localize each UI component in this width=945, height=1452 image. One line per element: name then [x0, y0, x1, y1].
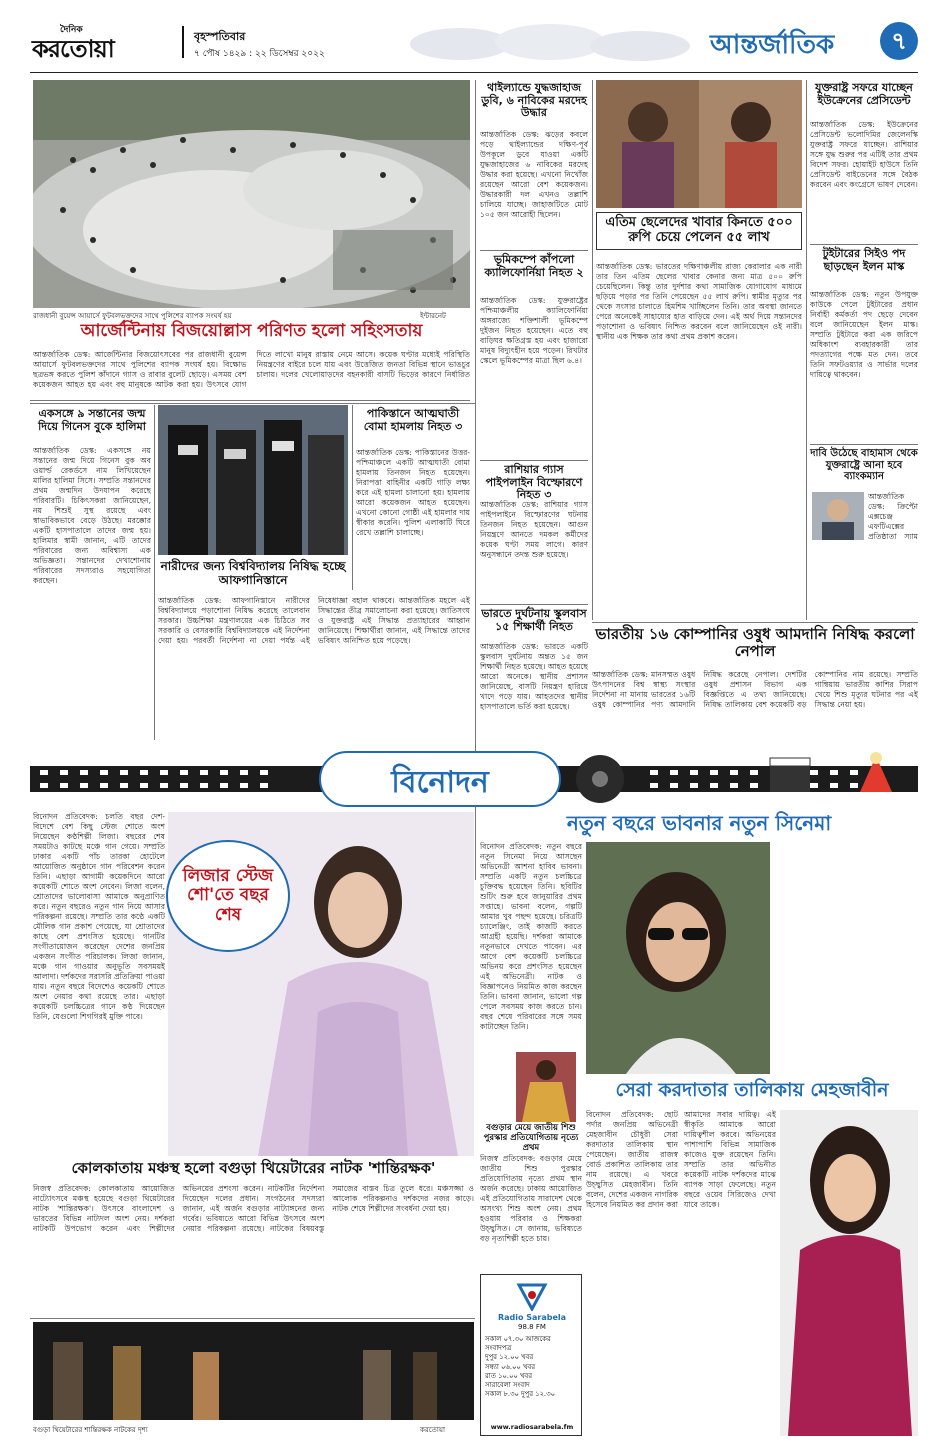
musk-headline: টুইটারের সিইও পদ ছাড়ছেন ইলন মাস্ক [822, 247, 906, 273]
afghan-photo [158, 405, 348, 555]
musk-body: আন্তর্জাতিক ডেস্ক: নতুন উপযুক্ত কাউকে পেলে টুইটারের প্রধান নির্বাহী কর্মকর্তা পদ ছেড়ে দেবেন বলে জানিয়েছেন ইলন মাস্ক। সম্প্রতি টুইটারে করা এক জরিপে অধিকাংশ ব্যবহারকারী তার পদত্যাগের পক্ষে মত দেন। তবে তিনি সফটওয়্যার ও সার্ভার দলের দায়িত্বে থাকবেন। [810, 290, 918, 380]
radio-ad [480, 1274, 582, 1436]
lead-photo-credit: ইন্টারনেট [420, 312, 446, 320]
musk-rule [810, 444, 918, 445]
kolkata-top-rule [30, 1318, 475, 1319]
afghan-body: আন্তর্জাতিক ডেস্ক: আফগানিস্তানে নারীদের বিশ্ববিদ্যালয়ে পড়াশোনা নিষিদ্ধ করেছে তালেবান সরকার। উচ্চশিক্ষা মন্ত্রণালয়ের এক চিঠিতে সব সরকারি ও বেসরকারি বিশ্ববিদ্যালয়কে এই নির্দেশনা দেয়া হয়। পরবর্তী নির্দেশনা না দেয়া পর্যন্ত এই নিষেধাজ্ঞা বহাল থাকবে। আন্তর্জাতিক মহলে এই সিদ্ধান্তের তীব্র সমালোচনা করা হয়েছে। জাতিসংঘ ও যুক্তরাষ্ট্র এই সিদ্ধান্ত প্রত্যাহারের আহ্বান জানিয়েছে। শিক্ষার্থীরা জানান, এই সিদ্ধান্তে তাদের ভবিষ্যৎ অনিশ্চিত হয়ে পড়েছে। [158, 596, 470, 646]
lead-photo [33, 80, 470, 308]
date-line: ৭ পৌষ ১৪২৯ : ২২ ডিসেম্বর ২০২২ [194, 49, 325, 59]
bankman-headline: দাবি উঠেছে বাহামাস থেকে যুক্তরাষ্ট্রে আনা হবে ব্যাংকম্যান [810, 448, 918, 482]
india-headline: ভারতে দুর্ঘটনায় স্কুলবাস ১৫ শিক্ষার্থী নিহত [481, 607, 587, 633]
kolkata-headline: কোলকাতায় মঞ্চস্থ হলো বগুড়া থিয়েটারের নাটক 'শান্তিরক্ষক' [33, 1160, 474, 1177]
zelensky-body: আন্তর্জাতিক ডেস্ক: ইউক্রেনের প্রেসিডেন্ট ভলোদিমির জেলেনস্কি যুক্তরাষ্ট্র সফরে যাচ্ছেন। রাশিয়ার সঙ্গে যুদ্ধ শুরুর পর এটিই তার প্রথম বিদেশ সফর। হোয়াইট হাউসে তিনি প্রেসিডেন্ট বাইডেনের সঙ্গে বৈঠক করবেন এবং কংগ্রেসে ভাষণ দেবেন। [810, 120, 918, 190]
radio-schedule: সকাল ০৭.৩০ আজকের সংবাদপত্র দুপুর ১২.০০ খবর সন্ধ্যা ০৬.০০ খবর রাত ১০.০০ খবর সারাবেলা সংবাদ সকাল ৮.৩০ দুপুর ১২.৩০ [485, 1335, 555, 1399]
bankman-body-cont [810, 544, 918, 620]
cinema-photo [586, 842, 770, 1074]
logo-small: দৈনিক [60, 25, 83, 35]
masthead-rule [30, 72, 918, 73]
kolkata-photo [33, 1322, 474, 1420]
pak-rule [352, 405, 353, 590]
son-rule [154, 405, 155, 740]
pak-body: আন্তর্জাতিক ডেস্ক: পাকিস্তানের উত্তর-পশ্চিমাঞ্চলে একটি আত্মঘাতী বোমা হামলায় তিনজন নিহত হয়েছেন। নিরাপত্তা বাহিনীর একটি গাড়ি লক্ষ্য করে এই হামলা চালানো হয়। হামলায় আরো কয়েকজন আহত হয়েছেন। এখনো কোনো গোষ্ঠী এই হামলার দায় স্বীকার করেনি। পুলিশ এলাকাটি ঘিরে রেখে তল্লাশি চালাচ্ছে। [356, 448, 470, 538]
pipeline-rule [480, 604, 588, 605]
binodon-title: বিনোদন [391, 765, 489, 800]
page-number-badge [880, 22, 918, 60]
radio-logo-icon [513, 1281, 551, 1311]
liza-tag-oval [166, 840, 290, 952]
ship-rule [480, 250, 588, 251]
kolkata-caption: বগুড়া থিয়েটারের শান্তিরক্ষক নাটকের দৃশ্য [33, 1426, 148, 1434]
orphan-photo [596, 80, 802, 208]
pipeline-headline: রাশিয়ার গ্যাস পাইপলাইন বিস্ফোরণে নিহত ৩ [485, 463, 583, 502]
son-headline: একসঙ্গে ৯ সন্তানের জন্ম দিয়ে গিনেস বুকে হালিমা [38, 407, 146, 433]
quake-body: আন্তর্জাতিক ডেস্ক: যুক্তরাষ্ট্রের পশ্চিমাঞ্চলীয় ক্যালিফোর্নিয়া অঙ্গরাজ্যে শক্তিশালী ভূমিকম্পে দুইজন নিহত হয়েছেন। এতে বহু বাড়িঘর ক্ষতিগ্রস্ত হয় এবং হাজারো মানুষ বিদ্যুৎহীন হয়ে পড়েন। রিখটার স্কেলে ভূমিকম্পের মাত্রা ছিল ৬.৪। [480, 296, 588, 366]
ship-body: আন্তর্জাতিক ডেস্ক: ঝড়ের কবলে পড়ে থাইল্যান্ডের দক্ষিণ-পূর্ব উপকূলে ডুবে যাওয়া একটি যুদ্ধজাহাজের ৬ নাবিকের মরদেহ উদ্ধার করা হয়েছে। এখনো নিখোঁজ রয়েছেন আরো বেশ কয়েকজন। উদ্ধারকারী দল এখনও তল্লাশি চালিয়ে যাচ্ছে। জাহাজটিতে মোট ১০৫ জন আরোহী ছিলেন। [480, 130, 588, 220]
quake-headline: ভূমিকম্পে কাঁপলো ক্যালিফোর্নিয়া নিহত ২ [484, 253, 584, 279]
nepal-rule [592, 622, 918, 623]
liza-body: বিনোদন প্রতিবেদক: চলতি বছর দেশ-বিদেশে বেশ কিছু স্টেজ শোতে অংশ নিয়েছেন কণ্ঠশিল্পী লিজা। বছরের শেষ সময়টাও কাটছে মঞ্চে গান গেয়ে। সম্প্রতি ঢাকার একটি পাঁচ তারকা হোটেলে আয়োজিত অনুষ্ঠানে গান পরিবেশন করেন তিনি। এছাড়া আগামী কয়েকদিনে আরো কয়েকটি শোতে অংশ নেবেন। লিজা বলেন, শ্রোতাদের ভালোবাসা আমাকে অনুপ্রাণিত করে। নতুন বছরেও নতুন গান নিয়ে আসার পরিকল্পনা রয়েছে। সম্প্রতি তার কণ্ঠে একটি মৌলিক গান প্রকাশ পেয়েছে, যা শ্রোতাদের কাছে বেশ প্রশংসিত হয়েছে। গানটির সংগীতায়োজন করেছেন দেশের জনপ্রিয় একজন সংগীত পরিচালক। লিজা জানান, মঞ্চে গান গাওয়ার অনুভূতি সবসময়ই আলাদা। দর্শকদের সরাসরি প্রতিক্রিয়া পাওয়া যায়। নতুন বছরে বিদেশেও কয়েকটি শোতে অংশ নেয়ার কথা রয়েছে তার। এছাড়া কয়েকটি চলচ্চিত্রের গানে কণ্ঠ দিয়েছেন তিনি, যেগুলো শিগগিরই মুক্তি পাবে। [33, 812, 165, 1022]
binodon-banner [30, 750, 918, 808]
nepal-headline: ভারতীয় ১৬ কোম্পানির ওষুধ আমদানি নিষিদ্ধ করলো নেপাল [595, 625, 915, 661]
cinema-headline: নতুন বছরে ভাবনার নতুন সিনেমা [566, 811, 832, 835]
lead-photo-caption: রাজধানী বুয়েন্স আয়ার্সে ফুটবলভক্তদের সাথে পুলিশের ব্যাপক সংঘর্ষ হয় [33, 312, 232, 320]
ship-headline: থাইল্যান্ডে যুদ্ধজাহাজ ডুবি, ৬ নাবিকের মরদেহ উদ্ধার [481, 81, 587, 120]
pipeline-body: আন্তর্জাতিক ডেস্ক: রাশিয়ার গ্যাস পাইপলাইনে বিস্ফোরণের ঘটনায় তিনজন নিহত হয়েছেন। আগুন নিয়ন্ত্রণে আনতে দমকল কর্মীদের কয়েক ঘণ্টা সময় লাগে। কারণ অনুসন্ধানে তদন্ত শুরু হয়েছে। [480, 500, 588, 560]
lead-body: আন্তর্জাতিক ডেস্ক: আর্জেন্টিনার বিজয়োৎসবের পর রাজধানী বুয়েন্স আয়ার্সে ফুটবলভক্তদের সাথে পুলিশের ব্যাপক সংঘর্ষ হয়। বিক্ষোভ ছত্রভঙ্গ করতে পুলিশ কাঁদানে গ্যাস ও রাবার বুলেট ছোড়ে। এসময় বেশ কয়েকজন আহত হয় এবং বহু মানুষকে আটক করা হয়। উৎসবে যোগ দিতে লাখো মানুষ রাস্তায় নেমে আসে। কয়েক ঘণ্টার মধ্যেই পরিস্থিতি নিয়ন্ত্রণের বাইরে চলে যায় এবং উত্তেজিত জনতা বিভিন্ন স্থানে ভাঙচুর চালায়। দলের খেলোয়াড়দের বহনকারী বাসটি ভিড়ের কারণে নির্ধারিত [33, 350, 470, 390]
afghan-headline: নারীদের জন্য বিশ্ববিদ্যালয় নিষিদ্ধ হচ্ছে আফগানিস্তানে [160, 559, 346, 587]
radio-freq: 98.8 FM [518, 1323, 546, 1331]
page-number: ৭ [891, 27, 907, 55]
lead-headline: আর্জেন্টিনায় বিজয়োল্লাস পরিণত হলো সহিংসতায় [80, 321, 423, 341]
mehazabien-photo [780, 1110, 918, 1436]
world-map-watermark [400, 22, 700, 66]
bankman-photo [812, 492, 864, 540]
logo [30, 22, 180, 64]
nepal-body: আন্তর্জাতিক ডেস্ক: মানসম্মত ওষুধ উৎপাদনের বিশ্ব স্বাস্থ্য সংস্থার নির্দেশনা না মানায় ভারতের ১৬টি ওষুধ কোম্পানির পণ্য আমদানি নিষিদ্ধ করেছে নেপাল। দেশটির ওষুধ প্রশাসন বিভাগ এক বিজ্ঞপ্তিতে এ তথ্য জানিয়েছে। নিষিদ্ধ তালিকায় বেশ কয়েকটি বড় কোম্পানির নাম রয়েছে। সম্প্রতি গাম্বিয়ায় ভারতীয় কাশির সিরাপ খেয়ে শিশু মৃত্যুর ঘটনার পর এই সিদ্ধান্ত নেয়া হয়। [592, 670, 918, 710]
kolkata-body: নিজস্ব প্রতিবেদক: কোলকাতায় আয়োজিত নাট্যোৎসবে মঞ্চস্থ হয়েছে বগুড়া থিয়েটারের নাটক 'শান্তিরক্ষক'। উৎসবে বাংলাদেশ ও ভারতের বিভিন্ন নাট্যদল অংশ নেয়। দর্শকরা নাটকটি উপভোগ করেন এবং শিল্পীদের অভিনয়ের প্রশংসা করেন। নাটকটির নির্দেশনা দিয়েছেন দলের প্রধান। সংগঠনের সদস্যরা জানান, এই অর্জন বগুড়ার নাট্যাঙ্গনের জন্য গর্বের। ভবিষ্যতে আরো বিভিন্ন উৎসবে অংশ নেয়ার পরিকল্পনা রয়েছে। নাটকের বিষয়বস্তু সমাজের বাস্তব চিত্র তুলে ধরে। মঞ্চসজ্জা ও আলোক পরিকল্পনাও দর্শকদের নজর কাড়ে। নাটক শেষে শিল্পীদের সংবর্ধনা দেয়া হয়। [33, 1184, 474, 1234]
weekday: বৃহস্পতিবার [194, 30, 246, 43]
india-body: আন্তর্জাতিক ডেস্ক: ভারতে একটি স্কুলবাস দুর্ঘটনায় অন্তত ১৫ জন শিক্ষার্থী নিহত হয়েছে। আহত হয়েছে আরো অনেকে। স্থানীয় প্রশাসন জানিয়েছে, বাসটি নিয়ন্ত্রণ হারিয়ে খাদে পড়ে যায়। আহতদের স্থানীয় হাসপাতালে ভর্তি করা হয়েছে। [480, 642, 588, 712]
quake-rule [480, 460, 588, 461]
masthead-divider [182, 26, 184, 58]
section-title: আন্তর্জাতিক [710, 30, 835, 60]
masthead [30, 22, 918, 68]
orphan-body: আন্তর্জাতিক ডেস্ক: ভারতের দক্ষিণাঞ্চলীয় রাজ্য কেরালার এক নারী তার তিন এতিম ছেলের খাবার কেনার জন্য মাত্র ৫০০ রুপি চেয়েছিলেন। কিন্তু তার দুর্দশার কথা সামাজিক যোগাযোগ মাধ্যমে ছড়িয়ে পড়ার পর তিনি পেয়েছেন ৫৫ লাখ রুপি। স্বামীর মৃত্যুর পর থেকে সংসার চালাতে হিমশিম খাচ্ছিলেন তিনি। তার অবস্থা জানতে পেরে অনেকেই সাহায্যের হাত বাড়িয়ে দেন। এই অর্থ দিয়ে সন্তানদের পড়াশোনা ও ভবিষ্যৎ নিশ্চিত করবেন বলে জানিয়েছেন ওই নারী। স্থানীয় এক শিক্ষক তার কথা প্রথম প্রকাশ করেন। [596, 262, 802, 342]
son-body: আন্তর্জাতিক ডেস্ক: একসঙ্গে নয় সন্তানের জন্ম দিয়ে গিনেস বুক অব ওয়ার্ল্ড রেকর্ডসে নাম লিখিয়েছেন মালির হালিমা সিসে। সম্প্রতি সন্তানদের প্রথম জন্মদিন উদযাপন করেছে পরিবারটি। চিকিৎসকরা জানিয়েছেন, নয় শিশুই সুস্থ রয়েছে এবং স্বাভাবিকভাবে বেড়ে উঠছে। মরক্কোর একটি হাসপাতালে তাদের জন্ম হয়। হালিমার স্বামী জানান, এটি তাদের পরিবারের জন্য অবিশ্বাস্য এক অভিজ্ঞতা। সন্তানদের দেখাশোনায় পরিবারের সদস্যরাও সহযোগিতা করছেন। [33, 446, 151, 586]
col-rule-2 [592, 80, 593, 620]
dance-photo [516, 1052, 576, 1122]
lead-bottom-rule [30, 400, 470, 401]
mehazabien-headline: সেরা করদাতার তালিকায় মেহজাবীন [615, 1079, 889, 1101]
mehazabien-body: বিনোদন প্রতিবেদক: ছোট পর্দার জনপ্রিয় অভিনেত্রী মেহজাবীন চৌধুরী সেরা করদাতার তালিকায় স্থান পেয়েছেন। জাতীয় রাজস্ব বোর্ড প্রকাশিত তালিকায় তার নাম রয়েছে। এ খবরে উচ্ছ্বসিত মেহজাবীন। তিনি বলেন, দেশের একজন নাগরিক হিসেবে নিয়মিত কর প্রদান করা আমাদের সবার দায়িত্ব। এই স্বীকৃতি আমাকে আরো দায়িত্বশীল করবে। অভিনয়ের পাশাপাশি বিভিন্ন সামাজিক কাজেও যুক্ত রয়েছেন তিনি। সম্প্রতি তার অভিনীত কয়েকটি নাটক দর্শকদের মাঝে ব্যাপক সাড়া ফেলেছে। নতুন বছরে ওয়েব সিরিজেও দেখা যাবে তাকে। [586, 1110, 776, 1210]
kolkata-credit: করতোয়া [420, 1426, 445, 1434]
col-rule-3 [806, 80, 807, 620]
zelensky-rule [810, 244, 918, 245]
mid-top-rule [30, 403, 475, 404]
cinema-body-right [774, 842, 918, 1074]
logo-main: করতোয়া [32, 35, 114, 63]
radio-name: Radio Sarabela [497, 1313, 567, 1322]
dance-body: নিজস্ব প্রতিবেদক: বগুড়ার মেয়ে জাতীয় শিশু পুরস্কার প্রতিযোগিতায় নৃত্যে প্রথম স্থান অর্জন করেছে। ঢাকায় আয়োজিত এই প্রতিযোগিতায় সারাদেশ থেকে অসংখ্য শিশু অংশ নেয়। প্রথম হওয়ায় পরিবার ও শিক্ষকরা উচ্ছ্বসিত। সে জানায়, ভবিষ্যতে বড় নৃত্যশিল্পী হতে চায়। [480, 1154, 582, 1244]
dance-headline: বগুড়ার মেয়ে জাতীয় শিশু পুরস্কার প্রতিযোগিতায় নৃত্যে প্রথম [483, 1123, 579, 1153]
pak-headline: পাকিস্তানে আত্মঘাতী বোমা হামলায় নিহত ৩ [363, 407, 463, 433]
orphan-headline: এতিম ছেলেদের খাবার কিনতে ৫০০ রুপি চেয়ে পেলেন ৫৫ লাখ [596, 212, 802, 250]
zelensky-headline: যুক্তরাষ্ট্র সফরে যাচ্ছেন ইউক্রেনের প্রেসিডেন্ট [815, 81, 913, 107]
liza-tag: লিজার স্টেজ শো'তে বছর শেষ [182, 865, 274, 925]
cinema-body-left: বিনোদন প্রতিবেদক: নতুন বছরে নতুন সিনেমা নিয়ে আসছেন অভিনেত্রী আশনা হাবিব ভাবনা। সম্প্রতি একটি নতুন চলচ্চিত্রে চুক্তিবদ্ধ হয়েছেন তিনি। ছবিটির শুটিং শুরু হবে জানুয়ারির প্রথম সপ্তাহে। ভাবনা বলেন, গল্পটি আমার খুব পছন্দ হয়েছে। চরিত্রটি চ্যালেঞ্জিং, তাই কাজটি করতে আগ্রহী হয়েছি। দর্শকরা আমাকে নতুনভাবে দেখতে পাবেন। এর আগে বেশ কয়েকটি চলচ্চিত্রে অভিনয় করে প্রশংসিত হয়েছেন এই অভিনেত্রী। নাটক ও বিজ্ঞাপনেও নিয়মিত কাজ করছেন তিনি। ভাবনা জানান, ভালো গল্প পেলে সবসময় কাজ করতে চান। বছর শেষে পরিবারের সঙ্গে সময় কাটাচ্ছেন তিনি। [480, 842, 582, 1032]
radio-site: www.radiosarabela.fm [490, 1423, 574, 1431]
bankman-body: আন্তর্জাতিক ডেস্ক: ক্রিপ্টো এক্সচেঞ্জ এফটিএক্সের প্রতিষ্ঠাতা স্যাম [868, 492, 918, 540]
